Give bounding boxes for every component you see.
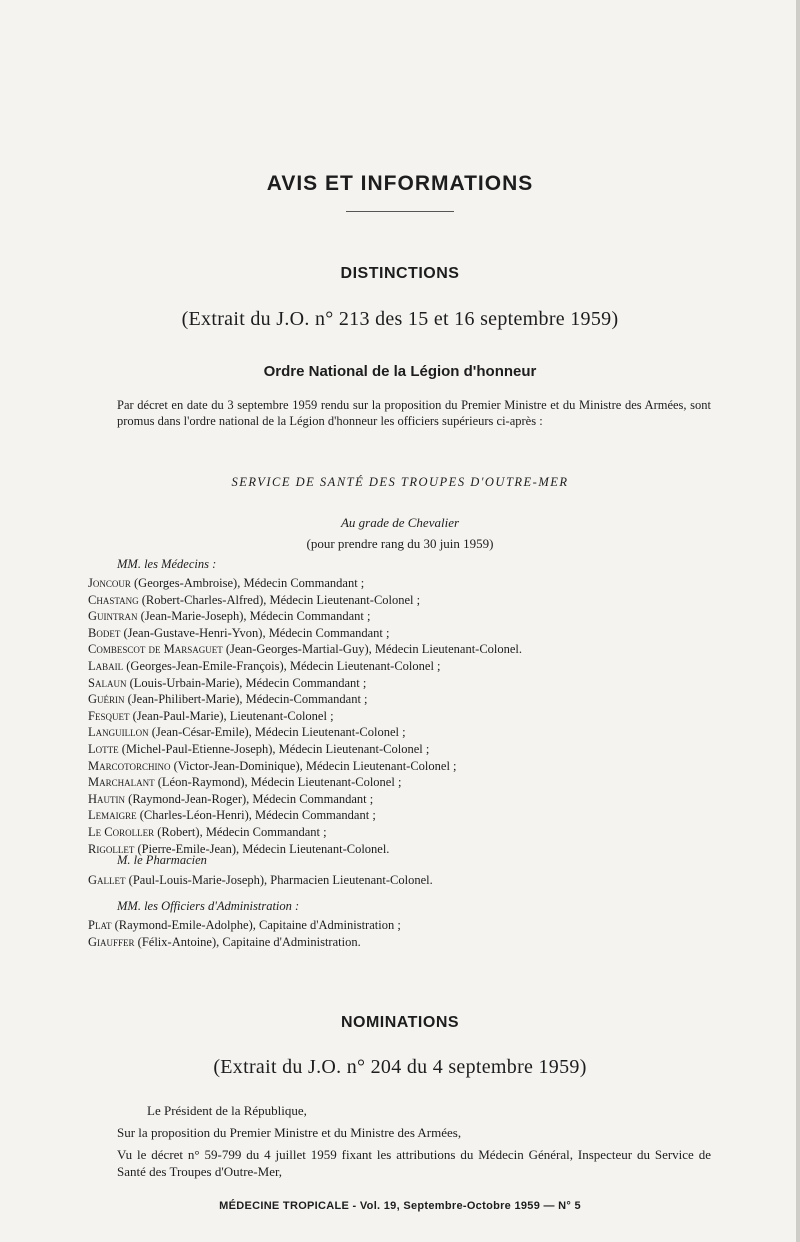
- officer-name: Joncour: [88, 576, 131, 590]
- officer-name: Salaun: [88, 675, 127, 690]
- officer-details: (Georges-Jean-Emile-François), Médecin Lieutenant-Colonel ;: [126, 658, 441, 673]
- page-title: AVIS ET INFORMATIONS: [266, 172, 534, 195]
- officer-name: Marcotorchino: [88, 758, 171, 773]
- officer-details: (Jean-Philibert-Marie), Médecin-Commandant ;: [127, 692, 368, 707]
- officer-details: (Louis-Urbain-Marie), Médecin Commandant ;: [129, 675, 367, 690]
- nominations-line-president: Le Président de la République,: [147, 1103, 307, 1118]
- medecin-entry: [88, 774, 708, 791]
- medecin-entry: [88, 724, 708, 741]
- officer-name: Fesquet: [88, 708, 130, 723]
- officer-name: Lotte: [88, 741, 119, 756]
- officer-details: (Michel-Paul-Etienne-Joseph), Médecin Lieutenant-Colonel ;: [121, 741, 430, 756]
- officer-details: (Paul-Louis-Marie-Joseph), Pharmacien Lieutenant-Colonel.: [128, 873, 433, 887]
- medecins-heading: MM. les Médecins :: [117, 557, 217, 571]
- officer-details: (Pierre-Emile-Jean), Médecin Lieutenant-Colonel.: [137, 841, 390, 856]
- officer-details: (Jean-César-Emile), Médecin Lieutenant-Colonel ;: [151, 725, 406, 740]
- officer-details: (Jean-Paul-Marie), Lieutenant-Colonel ;: [132, 708, 334, 723]
- journal-footer: MÉDECINE TROPICALE - Vol. 19, Septembre-Octobre 1959 — N° 5: [219, 1200, 581, 1212]
- order-heading: Ordre National de la Légion d'honneur: [263, 363, 537, 380]
- decree-paragraph: Par décret en date du 3 septembre 1959 rendu sur la proposition du Premier Ministre et du Ministre des Armées, sont promus dans l'ordre national de la Légion d'honneur les officiers supérieurs ci-après :: [117, 398, 711, 428]
- officer-name: Gallet: [88, 873, 126, 887]
- pharmacien-entry: [88, 872, 708, 889]
- rank-date: (pour prendre rang du 30 juin 1959): [306, 536, 494, 551]
- medecin-entry: [88, 824, 708, 841]
- administration-entry: [88, 917, 708, 934]
- title-divider: [346, 211, 454, 212]
- officer-name: Hautin: [88, 791, 126, 806]
- officer-name: Rigollet: [88, 841, 135, 856]
- officer-name: Lemaigre: [88, 808, 137, 823]
- administration-list: [88, 917, 708, 950]
- medecin-entry: [88, 708, 708, 725]
- officer-name: Guintran: [88, 609, 138, 624]
- officer-details: (Léon-Raymond), Médecin Lieutenant-Colonel ;: [157, 775, 402, 790]
- officer-details: (Georges-Ambroise), Médecin Commandant ;: [134, 576, 365, 590]
- officer-name: Giauffer: [88, 934, 135, 949]
- officer-name: Marchalant: [88, 775, 155, 790]
- officer-details: (Félix-Antoine), Capitaine d'Administration.: [137, 934, 361, 949]
- administration-entry: [88, 934, 708, 951]
- distinctions-heading: DISTINCTIONS: [340, 265, 460, 282]
- officer-name: Labail: [88, 658, 124, 673]
- medecin-entry: [88, 675, 708, 692]
- medecin-entry: [88, 592, 708, 609]
- grade-heading: Au grade de Chevalier: [340, 515, 460, 530]
- nominations-extract: (Extrait du J.O. n° 204 du 4 septembre 1959): [213, 1056, 587, 1078]
- officer-details: (Charles-Léon-Henri), Médecin Commandant ;: [139, 808, 376, 823]
- medecin-entry: [88, 807, 708, 824]
- officer-details: (Raymond-Emile-Adolphe), Capitaine d'Administration ;: [114, 918, 401, 932]
- medecin-entry: [88, 791, 708, 808]
- officer-name: Plat: [88, 918, 112, 932]
- nominations-line-decret: Vu le décret n° 59-799 du 4 juillet 1959 fixant les attributions du Médecin Général, Inspecteur du Service de Santé des Troupes d'Outre-Mer,: [117, 1147, 711, 1179]
- pharmacien-list: [88, 872, 708, 889]
- medecin-entry: [88, 641, 708, 658]
- officer-details: (Jean-Marie-Joseph), Médecin Commandant ;: [140, 609, 371, 624]
- administration-heading: MM. les Officiers d'Administration :: [117, 899, 300, 913]
- pharmacien-heading: M. le Pharmacien: [117, 853, 207, 867]
- medecin-entry: [88, 625, 708, 642]
- officer-name: Le Coroller: [88, 824, 155, 839]
- medecin-entry: [88, 691, 708, 708]
- officer-name: Guérin: [88, 692, 125, 707]
- nominations-line-proposition: Sur la proposition du Premier Ministre et du Ministre des Armées,: [117, 1125, 462, 1140]
- officer-details: (Jean-Georges-Martial-Guy), Médecin Lieutenant-Colonel.: [225, 642, 523, 657]
- medecin-entry: [88, 758, 708, 775]
- officer-name: Chastang: [88, 592, 139, 607]
- distinctions-extract: (Extrait du J.O. n° 213 des 15 et 16 septembre 1959): [181, 308, 619, 330]
- officer-details: (Raymond-Jean-Roger), Médecin Commandant ;: [128, 791, 374, 806]
- officer-details: (Robert-Charles-Alfred), Médecin Lieutenant-Colonel ;: [141, 592, 421, 607]
- officer-details: (Victor-Jean-Dominique), Médecin Lieutenant-Colonel ;: [173, 758, 457, 773]
- service-heading: SERVICE DE SANTÉ DES TROUPES D'OUTRE-MER: [231, 475, 569, 489]
- medecin-entry: [88, 658, 708, 675]
- nominations-heading: NOMINATIONS: [340, 1014, 460, 1031]
- medecin-entry: [88, 741, 708, 758]
- officer-name: Bodet: [88, 625, 121, 640]
- officer-details: (Robert), Médecin Commandant ;: [157, 824, 327, 839]
- medecin-entry: [88, 575, 708, 592]
- officer-details: (Jean-Gustave-Henri-Yvon), Médecin Commandant ;: [123, 625, 390, 640]
- medecin-entry: [88, 608, 708, 625]
- officer-name: Combescot de Marsaguet: [88, 642, 223, 657]
- officer-name: Languillon: [88, 725, 149, 740]
- medecins-list: [88, 575, 708, 857]
